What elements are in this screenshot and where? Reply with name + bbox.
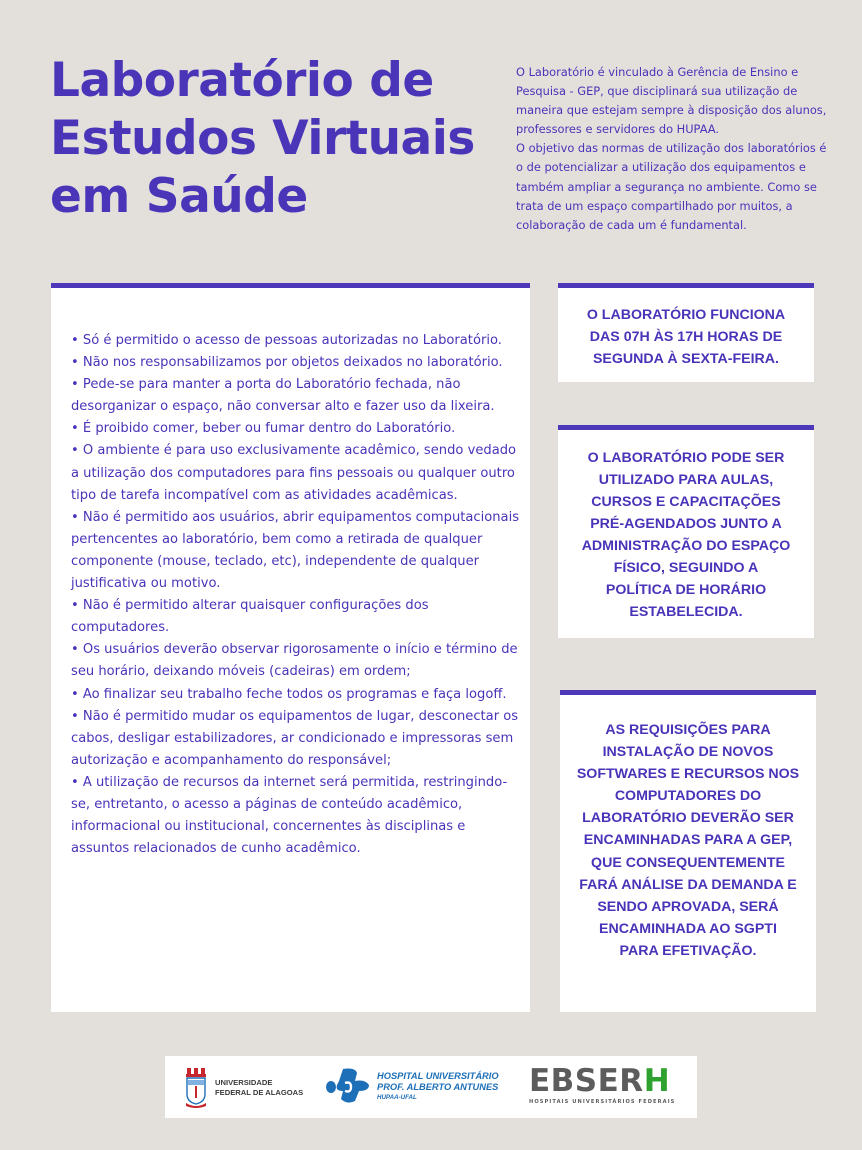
ebserh-word-accent: H (643, 1063, 671, 1099)
title-line: Laboratório de (50, 53, 434, 108)
ebserh-wordmark (529, 1065, 670, 1097)
intro-paragraph: O Laboratório é vinculado à Gerência de Ensino e Pesquisa - GEP, que disciplinará sua utilização de maneira que estejam sempre à disposição dos alunos, professores e servidores do HUPAA. (516, 65, 827, 137)
title-line: em Saúde (50, 169, 308, 224)
hupaa-line: HUPAA-UFAL (377, 1093, 417, 1101)
hours-text: O LABORATÓRIO FUNCIONA DAS 07H ÀS 17H HORAS DE SEGUNDA À SEXTA-FEIRA. (586, 306, 786, 368)
usage-text: O LABORATÓRIO PODE SER UTILIZADO PARA AULAS, CURSOS E CAPACITAÇÕES PRÉ-AGENDADOS JUNTO A ADMINISTRAÇÃO DO ESPAÇO FÍSICO, SEGUINDO A POLÍTICA DE HORÁRIO ESTABELECIDA. (581, 449, 791, 621)
rule-item: • Só é permitido o acesso de pessoas autorizadas no Laboratório. (71, 333, 502, 348)
ufal-logo (185, 1068, 303, 1108)
ebserh-word-main: EBSER (529, 1063, 644, 1099)
rules-list (71, 330, 521, 860)
rule-item: • Ao finalizar seu trabalho feche todos os programas e faça logoff. (71, 686, 507, 702)
title-line: Estudos Virtuais (50, 111, 475, 166)
ebserh-subtitle: HOSPITAIS UNIVERSITÁRIOS FEDERAIS (529, 1099, 676, 1105)
logo-strip (165, 1056, 697, 1118)
hupaa-cross-icon (325, 1067, 371, 1105)
usage-card (558, 425, 814, 638)
rule-item: • Não nos responsabilizamos por objetos deixados no laboratório. (71, 355, 503, 371)
hupaa-line: HOSPITAL UNIVERSITÁRIO (377, 1070, 499, 1081)
hupaa-logo (325, 1067, 499, 1105)
ufal-name (215, 1078, 303, 1098)
rule-item: • Não é permitido alterar quaisquer configurações dos computadores. (71, 598, 429, 636)
rule-item: • A utilização de recursos da internet será permitida, restringindo-se, entretanto, o acesso a páginas de conteúdo acadêmico, informacional ou institucional, concernentes às disciplinas e assuntos relacionados de cunho acadêmico. (71, 774, 508, 857)
ebserh-logo (529, 1065, 675, 1105)
ufal-crest-icon (185, 1068, 207, 1108)
rule-item: • Os usuários deverão observar rigorosamente o início e término de seu horário, deixando móveis (cadeiras) em ordem; (71, 642, 518, 680)
requests-card (560, 690, 816, 1012)
rule-item: • É proibido comer, beber ou fumar dentro do Laboratório. (71, 421, 456, 437)
hours-card (558, 283, 814, 382)
rule-item: • Pede-se para manter a porta do Laboratório fechada, não desorganizar o espaço, não conversar alto e fazer uso da lixeira. (71, 377, 495, 415)
intro-text (516, 63, 836, 235)
rule-item: • O ambiente é para uso exclusivamente acadêmico, sendo vedado a utilização dos computadores para fins pessoais ou qualquer outro tipo de tarefa incompatível com as atividades acadêmicas. (71, 443, 517, 503)
intro-paragraph: O objetivo das normas de utilização dos laboratórios é o de potencializar a utilização dos equipamentos e também ampliar a segurança no ambiente. Como se trata de um espaço compartilhado por muitos, a colaboração de cada um é fundamental. (516, 141, 827, 232)
rules-card (51, 283, 530, 1012)
ufal-line: FEDERAL DE ALAGOAS (215, 1088, 304, 1097)
rule-item: • Não é permitido mudar os equipamentos de lugar, desconectar os cabos, desligar estabilizadores, ar condicionado e impressoras sem autorização e acompanhamento do responsável; (71, 708, 519, 768)
rule-item: • Não é permitido aos usuários, abrir equipamentos computacionais pertencentes ao laboratório, bem como a retirada de qualquer componente (mouse, teclado, etc), independente de qualquer justificativa ou motivo. (71, 509, 520, 592)
page-title (50, 52, 500, 226)
hupaa-line: PROF. ALBERTO ANTUNES (377, 1081, 499, 1092)
requests-text: AS REQUISIÇÕES PARA INSTALAÇÃO DE NOVOS SOFTWARES E RECURSOS NOS COMPUTADORES DO LABORATÓRIO DEVERÃO SER ENCAMINHADAS PARA A GEP, QUE CONSEQUENTEMENTE FARÁ ANÁLISE DA DEMANDA E SENDO APROVADA, SERÁ ENCAMINHADA AO SGPTI PARA EFETIVAÇÃO. (576, 722, 800, 959)
hupaa-name (377, 1071, 499, 1102)
ufal-line: UNIVERSIDADE (215, 1078, 273, 1087)
